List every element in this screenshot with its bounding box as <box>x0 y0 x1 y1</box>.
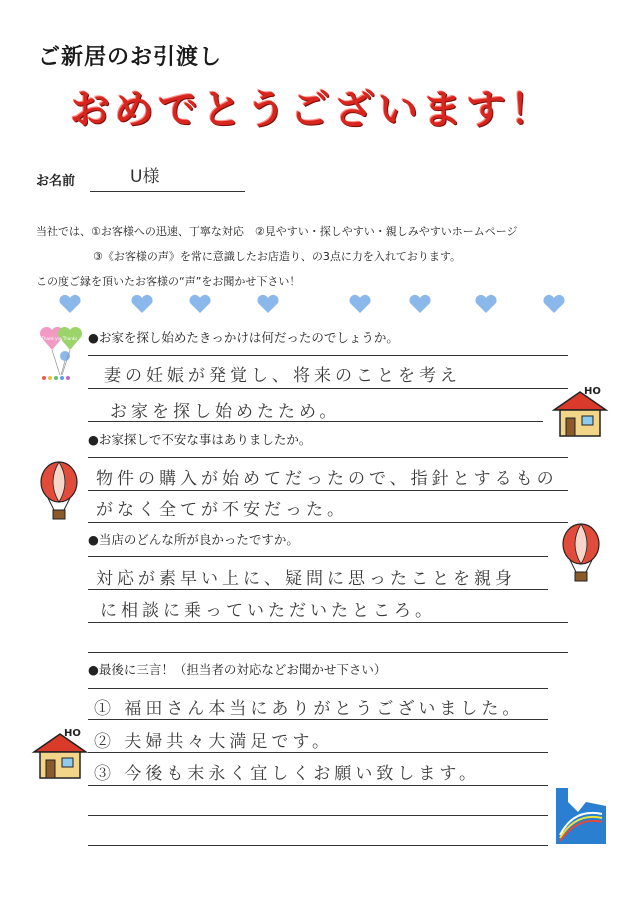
answer-1-line-2: お家を探し始めたため。 <box>110 402 341 422</box>
answer-rule <box>88 457 568 458</box>
heart-icon <box>131 295 152 313</box>
answer-3-line-2: に相談に乗っていただいたところ。 <box>100 601 436 621</box>
intro-line-2: ③《お客様の声》を常に意識したお店造り、の3点に力を入れております。 <box>93 250 461 263</box>
svg-text:Thank you: Thank you <box>41 336 63 341</box>
name-underline <box>90 191 245 192</box>
answer-rule <box>88 719 548 720</box>
intro-line-1: 当社では、①お客様への迅速、丁寧な対応 ②見やすい・探しやすい・親しみやすいホームページ <box>36 225 518 238</box>
subtitle: ご新居のお引渡し <box>38 45 223 70</box>
question-2: ●お家探しで不安な事はありましたか。 <box>88 432 312 447</box>
answer-rule <box>88 652 568 653</box>
answer-4-line-2: ② 夫婦共々大満足です。 <box>94 732 334 752</box>
name-value: U様 <box>130 167 160 187</box>
hearts-row <box>50 292 590 316</box>
hot-air-balloon-icon <box>556 520 606 584</box>
company-logo-icon <box>556 788 606 844</box>
heart-icon <box>409 295 430 313</box>
question-3: ●当店のどんな所が良かったですか。 <box>88 532 299 547</box>
heart-icon <box>189 295 210 313</box>
heart-balloons-icon <box>38 320 86 384</box>
heart-icon <box>257 295 278 313</box>
answer-rule <box>88 815 548 816</box>
hot-air-balloon-icon <box>34 458 84 522</box>
svg-text:HO: HO <box>584 386 601 397</box>
answer-1-line-1: 妻の妊娠が発覚し、将来のことを考え <box>104 366 461 386</box>
answer-rule <box>88 589 548 590</box>
answer-rule <box>88 556 548 557</box>
answer-rule <box>88 388 568 389</box>
heart-icon <box>349 295 370 313</box>
answer-rule <box>88 622 568 623</box>
answer-2-line-1: 物件の購入が始めてだったので、指針とするもの <box>96 469 558 489</box>
house-icon <box>30 726 90 782</box>
answer-rule <box>88 688 548 689</box>
answer-3-line-1: 対応が素早い上に、疑問に思ったことを親身 <box>96 569 516 589</box>
intro-line-3: この度ご縁を頂いたお客様の“声”をお聞かせ下さい！ <box>36 275 301 288</box>
answer-rule <box>88 490 568 491</box>
answer-4-line-3: ③ 今後も末永く宜しくお願い致します。 <box>94 764 481 784</box>
answer-2-line-2: がなく全てが不安だった。 <box>96 500 348 520</box>
page-title: おめでとうございます！ <box>70 87 554 133</box>
answer-4-line-1: ① 福田さん本当にありがとうございました。 <box>94 699 524 719</box>
heart-icon <box>543 295 564 313</box>
answer-rule <box>88 522 568 523</box>
question-1: ●お家を探し始めたきっかけは何だったのでしょうか。 <box>88 330 399 345</box>
svg-text:Thanks: Thanks <box>62 336 78 341</box>
house-icon <box>550 384 610 440</box>
heart-icon <box>59 295 80 313</box>
answer-rule <box>88 355 568 356</box>
answer-rule <box>88 785 548 786</box>
name-label: お名前 <box>36 174 76 189</box>
heart-icon <box>475 295 496 313</box>
answer-rule <box>88 845 548 846</box>
answer-rule <box>88 421 543 422</box>
question-4: ●最後に三言！（担当者の対応などお聞かせ下さい） <box>88 662 387 677</box>
answer-rule <box>88 752 548 753</box>
svg-text:HO: HO <box>64 728 81 739</box>
